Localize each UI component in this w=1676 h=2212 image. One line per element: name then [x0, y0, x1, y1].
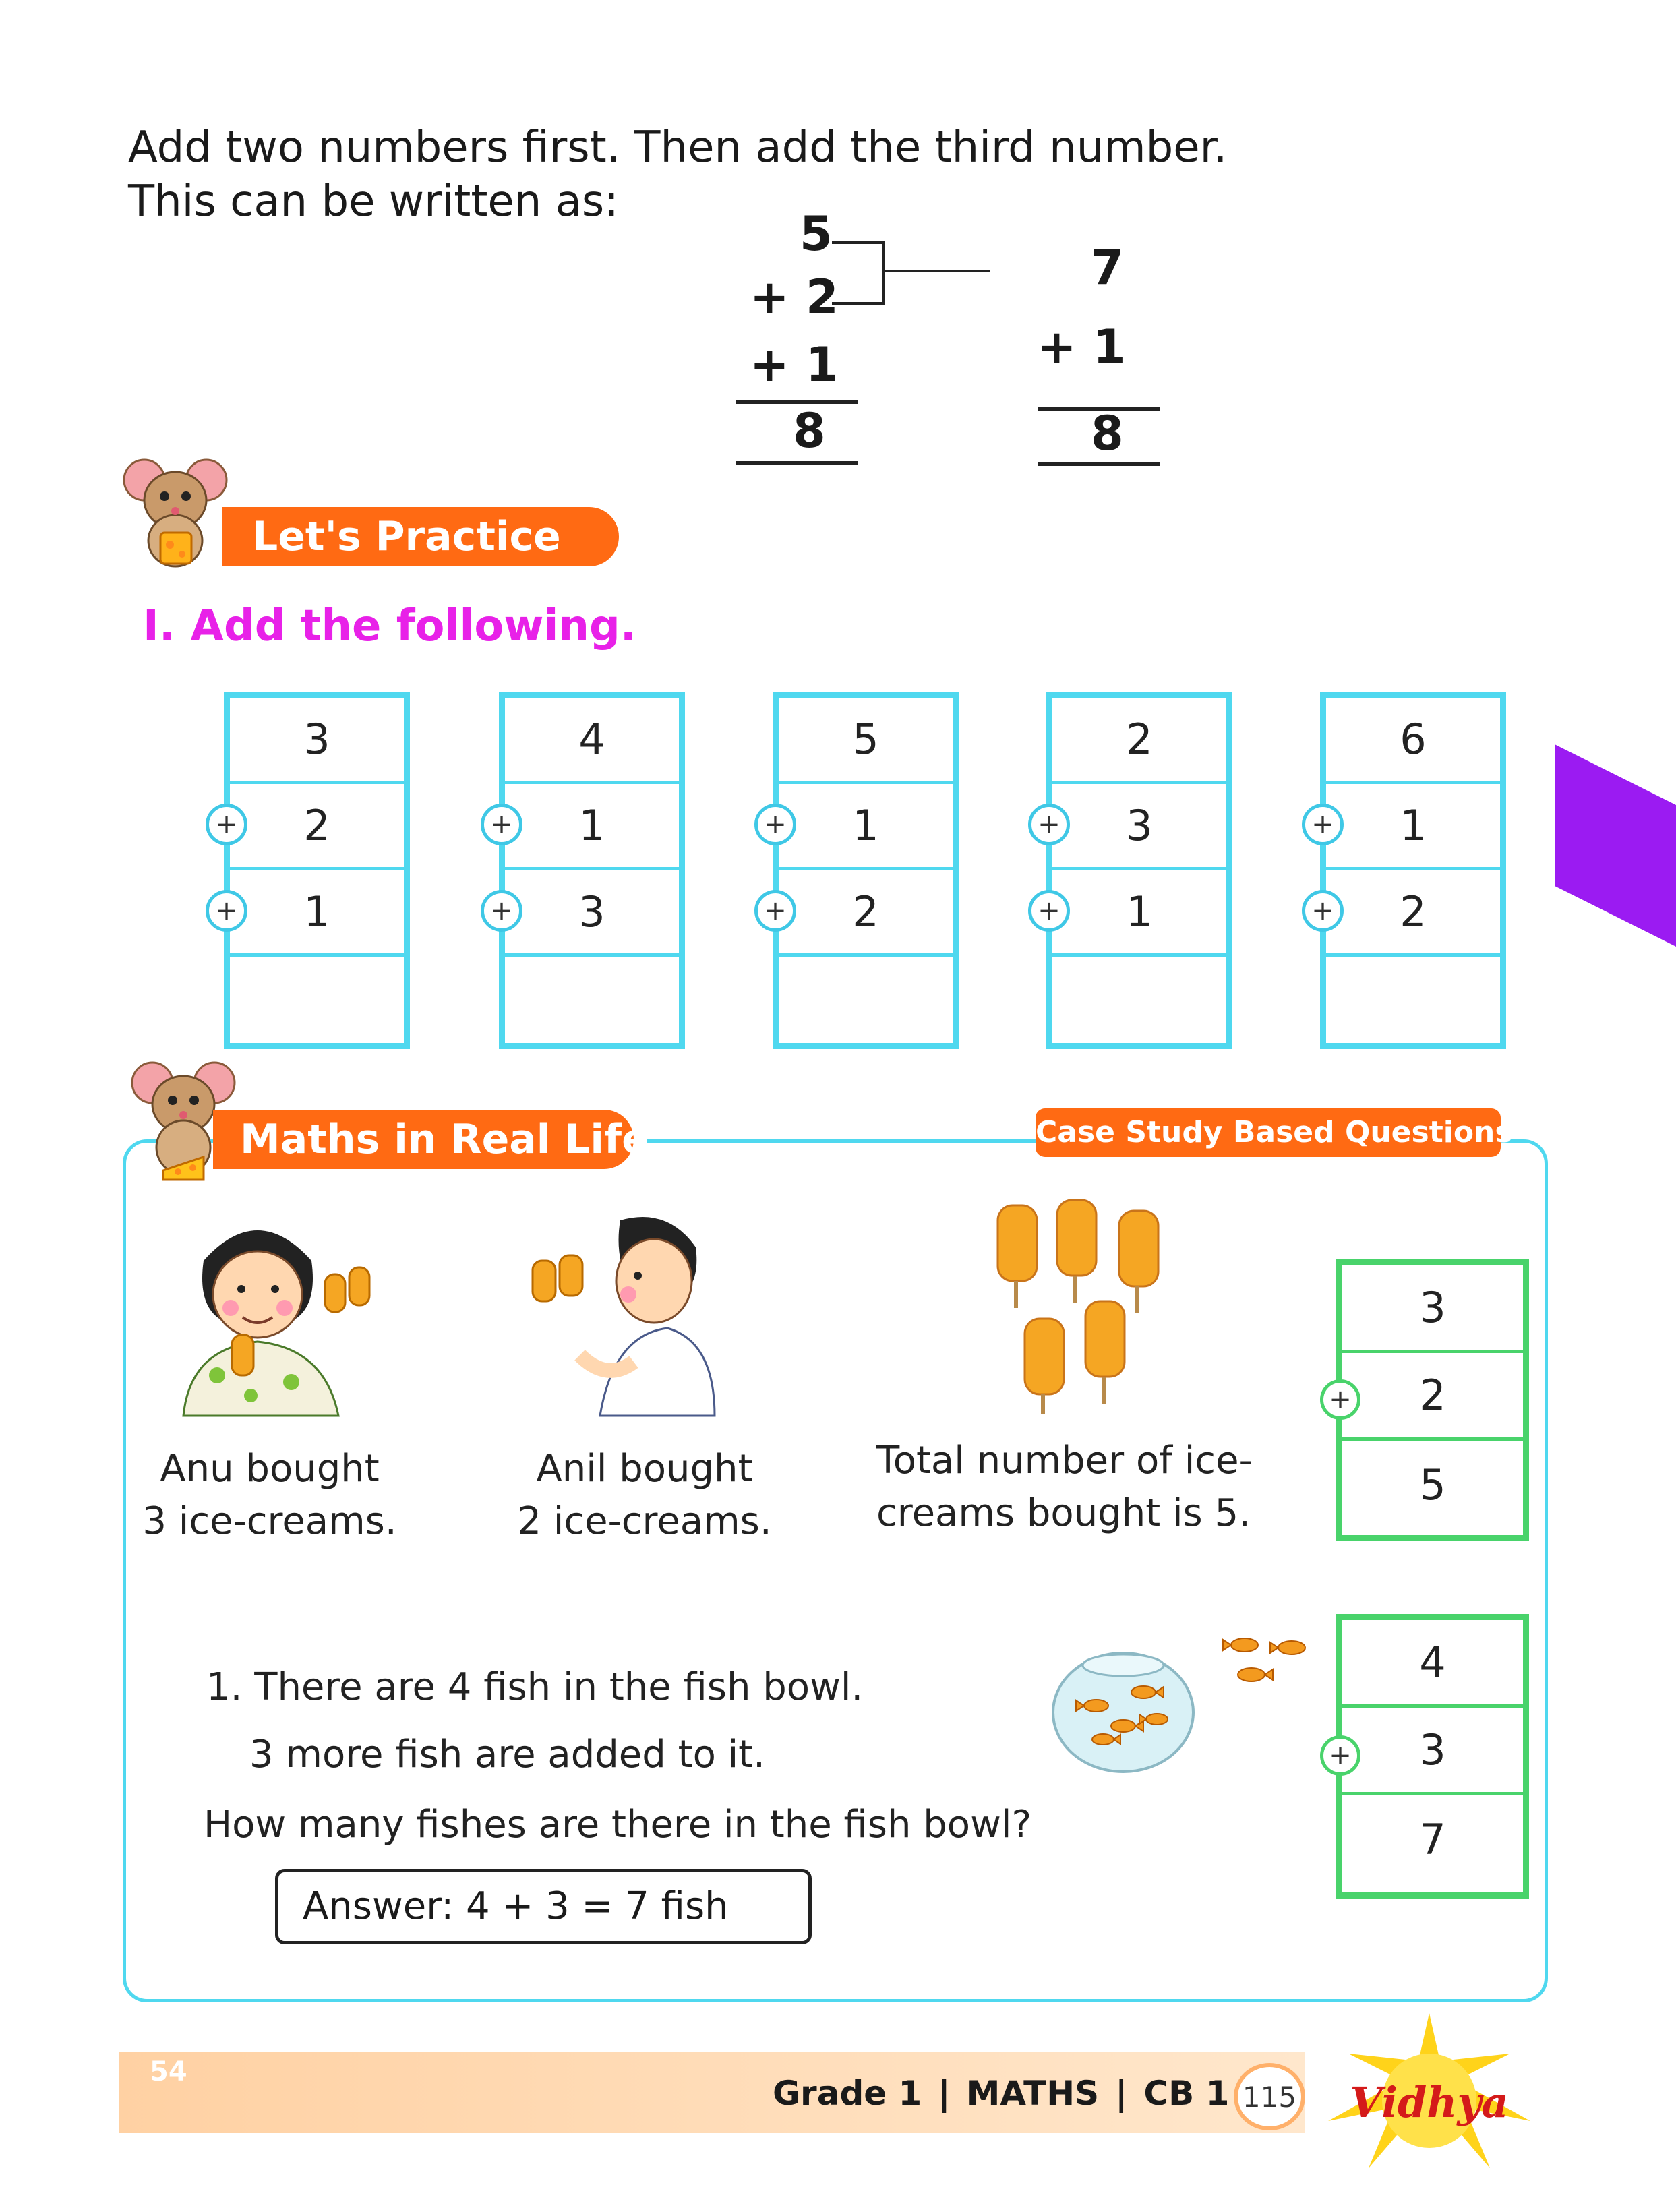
- addend-b: 2: [230, 784, 404, 870]
- side-tab-icon: [1555, 744, 1676, 947]
- footer-separator: |: [1115, 2074, 1128, 2113]
- addend-b: 3: [1052, 784, 1226, 870]
- fish-bowl-icon: [1049, 1618, 1332, 1780]
- fish-question-line-3: How many fishes are there in the fish bowl?: [204, 1803, 1032, 1847]
- example-left-rule-bottom: [736, 461, 858, 465]
- addend-b: 3: [1342, 1708, 1523, 1795]
- girl-with-ice-creams-icon: [156, 1193, 386, 1423]
- example-left-result: 8: [793, 403, 826, 458]
- anil-caption-line-1: Anil bought: [536, 1447, 753, 1491]
- fish-answer-box: Answer: 4 + 3 = 7 fish: [275, 1869, 812, 1944]
- addend-b: 2: [1342, 1353, 1523, 1441]
- plus-icon: +: [754, 804, 796, 845]
- footer-title: [773, 2074, 1229, 2113]
- plus-icon: +: [481, 890, 522, 932]
- answer-box[interactable]: [230, 957, 404, 1043]
- footer-separator: |: [938, 2074, 951, 2113]
- footer-grade: Grade 1: [773, 2074, 922, 2113]
- ice-creams-group-icon: [984, 1193, 1187, 1416]
- addend-b: 1: [1326, 784, 1500, 870]
- lets-practice-banner: Let's Practice: [222, 507, 619, 566]
- example-right-rule-bottom: [1038, 462, 1160, 466]
- case-study-tag: Case Study Based Questions: [1036, 1108, 1501, 1157]
- addition-sheet: [1046, 692, 1232, 1049]
- addition-sheet: [224, 692, 410, 1049]
- example-left-n3: + 1: [750, 337, 839, 392]
- plus-icon: +: [754, 890, 796, 932]
- anu-caption-line-1: Anu bought: [160, 1447, 380, 1491]
- addend-b: 1: [505, 784, 679, 870]
- plus-icon: +: [1302, 804, 1344, 845]
- addend-a: 4: [1342, 1620, 1523, 1708]
- fish-sum-box: [1336, 1614, 1529, 1899]
- intro-line-1: Add two numbers first. Then add the third number.: [128, 123, 1228, 173]
- addend-b: 1: [779, 784, 953, 870]
- addend-a: 3: [1342, 1265, 1523, 1353]
- intro-line-2: This can be written as:: [128, 177, 619, 227]
- plus-icon: +: [1320, 1379, 1360, 1420]
- footer-book: CB 1: [1143, 2074, 1230, 2113]
- example-bracket: [829, 236, 998, 310]
- answer-box[interactable]: [505, 957, 679, 1043]
- example-right-n1: 7: [1091, 240, 1124, 295]
- sum-result: 5: [1419, 1460, 1446, 1509]
- anu-caption-line-2: 3 ice-creams.: [142, 1499, 397, 1543]
- plus-icon: +: [1302, 890, 1344, 932]
- ice-cream-sum-box: [1336, 1259, 1529, 1541]
- example-right-n2: + 1: [1037, 320, 1126, 375]
- real-life-banner: Maths in Real Life: [213, 1110, 634, 1169]
- vidhya-logo-icon: [1308, 2006, 1551, 2182]
- addition-sheet: [773, 692, 959, 1049]
- example-left-n2: + 2: [750, 270, 839, 325]
- addend-a: 2: [1052, 698, 1226, 784]
- addend-c: 2: [1326, 870, 1500, 957]
- total-caption-line-2: creams bought is 5.: [876, 1491, 1251, 1535]
- plus-icon: +: [1028, 804, 1070, 845]
- addend-a: 6: [1326, 698, 1500, 784]
- anu-caption: [121, 1443, 418, 1548]
- answer-box[interactable]: [779, 957, 953, 1043]
- fish-question-line-1: 1. There are 4 fish in the fish bowl.: [206, 1665, 864, 1709]
- addend-a: 3: [230, 698, 404, 784]
- footer-subject: MATHS: [966, 2074, 1100, 2113]
- addend-a: 4: [505, 698, 679, 784]
- addend-c: 1: [1052, 870, 1226, 957]
- example-right-result: 8: [1091, 406, 1124, 461]
- example-right: [1031, 236, 1166, 479]
- sum-result: 7: [1419, 1814, 1446, 1864]
- plus-icon: +: [481, 804, 522, 845]
- plus-icon: +: [206, 804, 247, 845]
- example-left-n1: 5: [800, 206, 833, 262]
- anil-caption: [496, 1443, 793, 1548]
- mouse-mascot-icon: [121, 453, 229, 574]
- total-caption-line-1: Total number of ice-: [876, 1439, 1253, 1483]
- answer-box[interactable]: [1052, 957, 1226, 1043]
- total-caption: [876, 1435, 1294, 1540]
- fish-question-line-2: 3 more fish are added to it.: [249, 1733, 765, 1776]
- anil-caption-line-2: 2 ice-creams.: [517, 1499, 772, 1543]
- plus-icon: +: [206, 890, 247, 932]
- logo-text: Vidhya: [1350, 2078, 1509, 2127]
- addend-a: 5: [779, 698, 953, 784]
- addend-c: 3: [505, 870, 679, 957]
- addend-c: 2: [779, 870, 953, 957]
- footer-page-left: 54: [150, 2056, 187, 2087]
- addition-sheet: [1320, 692, 1506, 1049]
- plus-icon: +: [1028, 890, 1070, 932]
- addition-sheet: [499, 692, 685, 1049]
- boy-with-ice-creams-icon: [512, 1193, 742, 1423]
- plus-icon: +: [1320, 1735, 1360, 1776]
- practice-heading: I. Add the following.: [143, 601, 637, 651]
- answer-box[interactable]: [1326, 957, 1500, 1043]
- footer-page-number: 115: [1234, 2063, 1305, 2130]
- addend-c: 1: [230, 870, 404, 957]
